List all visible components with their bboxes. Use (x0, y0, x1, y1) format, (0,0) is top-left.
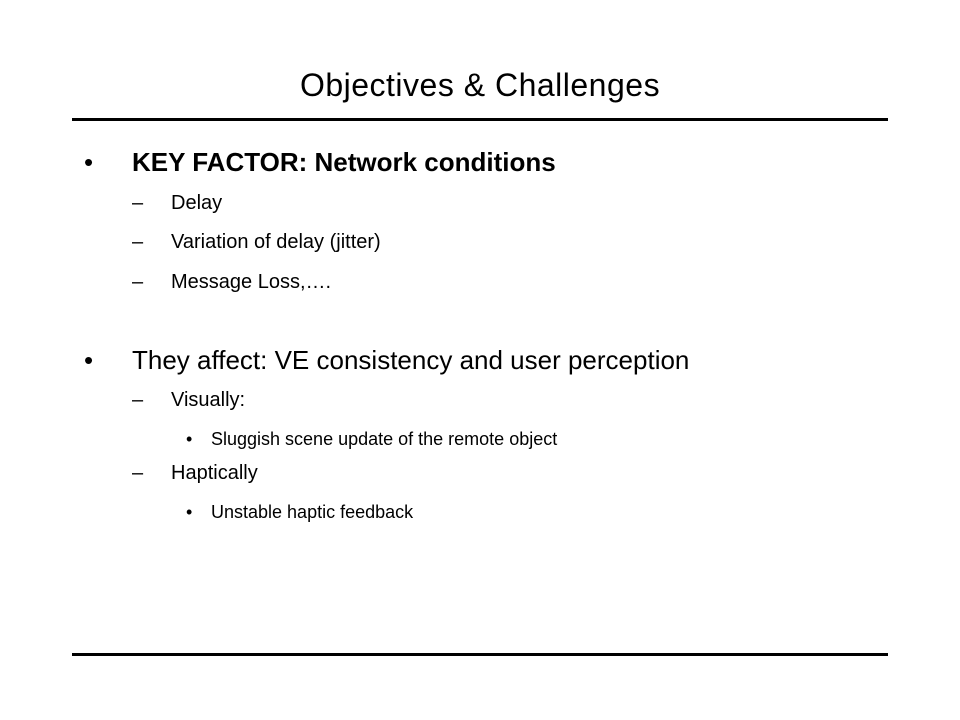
dash-marker: – (132, 462, 144, 484)
sub-item-jitter: Variation of delay (jitter) (171, 231, 381, 253)
bullet-marker: • (84, 147, 94, 177)
bullet-marker: • (186, 429, 193, 449)
sub-item-haptically: Haptically (171, 462, 258, 484)
dash-marker: – (132, 271, 144, 293)
sub-sub-item-unstable: Unstable haptic feedback (211, 502, 414, 522)
bullet-marker: • (84, 345, 94, 375)
bullet-marker: • (186, 502, 193, 522)
top-divider (72, 118, 888, 121)
sub-item-visually: Visually: (171, 389, 246, 411)
dash-marker: – (132, 192, 144, 214)
dash-marker: – (132, 231, 144, 253)
bullet-key-factor: KEY FACTOR: Network conditions (132, 147, 556, 177)
slide-title: Objectives & Challenges (299, 67, 661, 103)
sub-item-delay: Delay (171, 192, 223, 214)
bottom-divider (72, 653, 888, 656)
bullet-they-affect: They affect: VE consistency and user perception (132, 345, 690, 375)
dash-marker: – (132, 389, 144, 411)
sub-sub-item-sluggish: Sluggish scene update of the remote object (211, 429, 558, 449)
sub-item-message-loss: Message Loss,…. (171, 271, 332, 293)
